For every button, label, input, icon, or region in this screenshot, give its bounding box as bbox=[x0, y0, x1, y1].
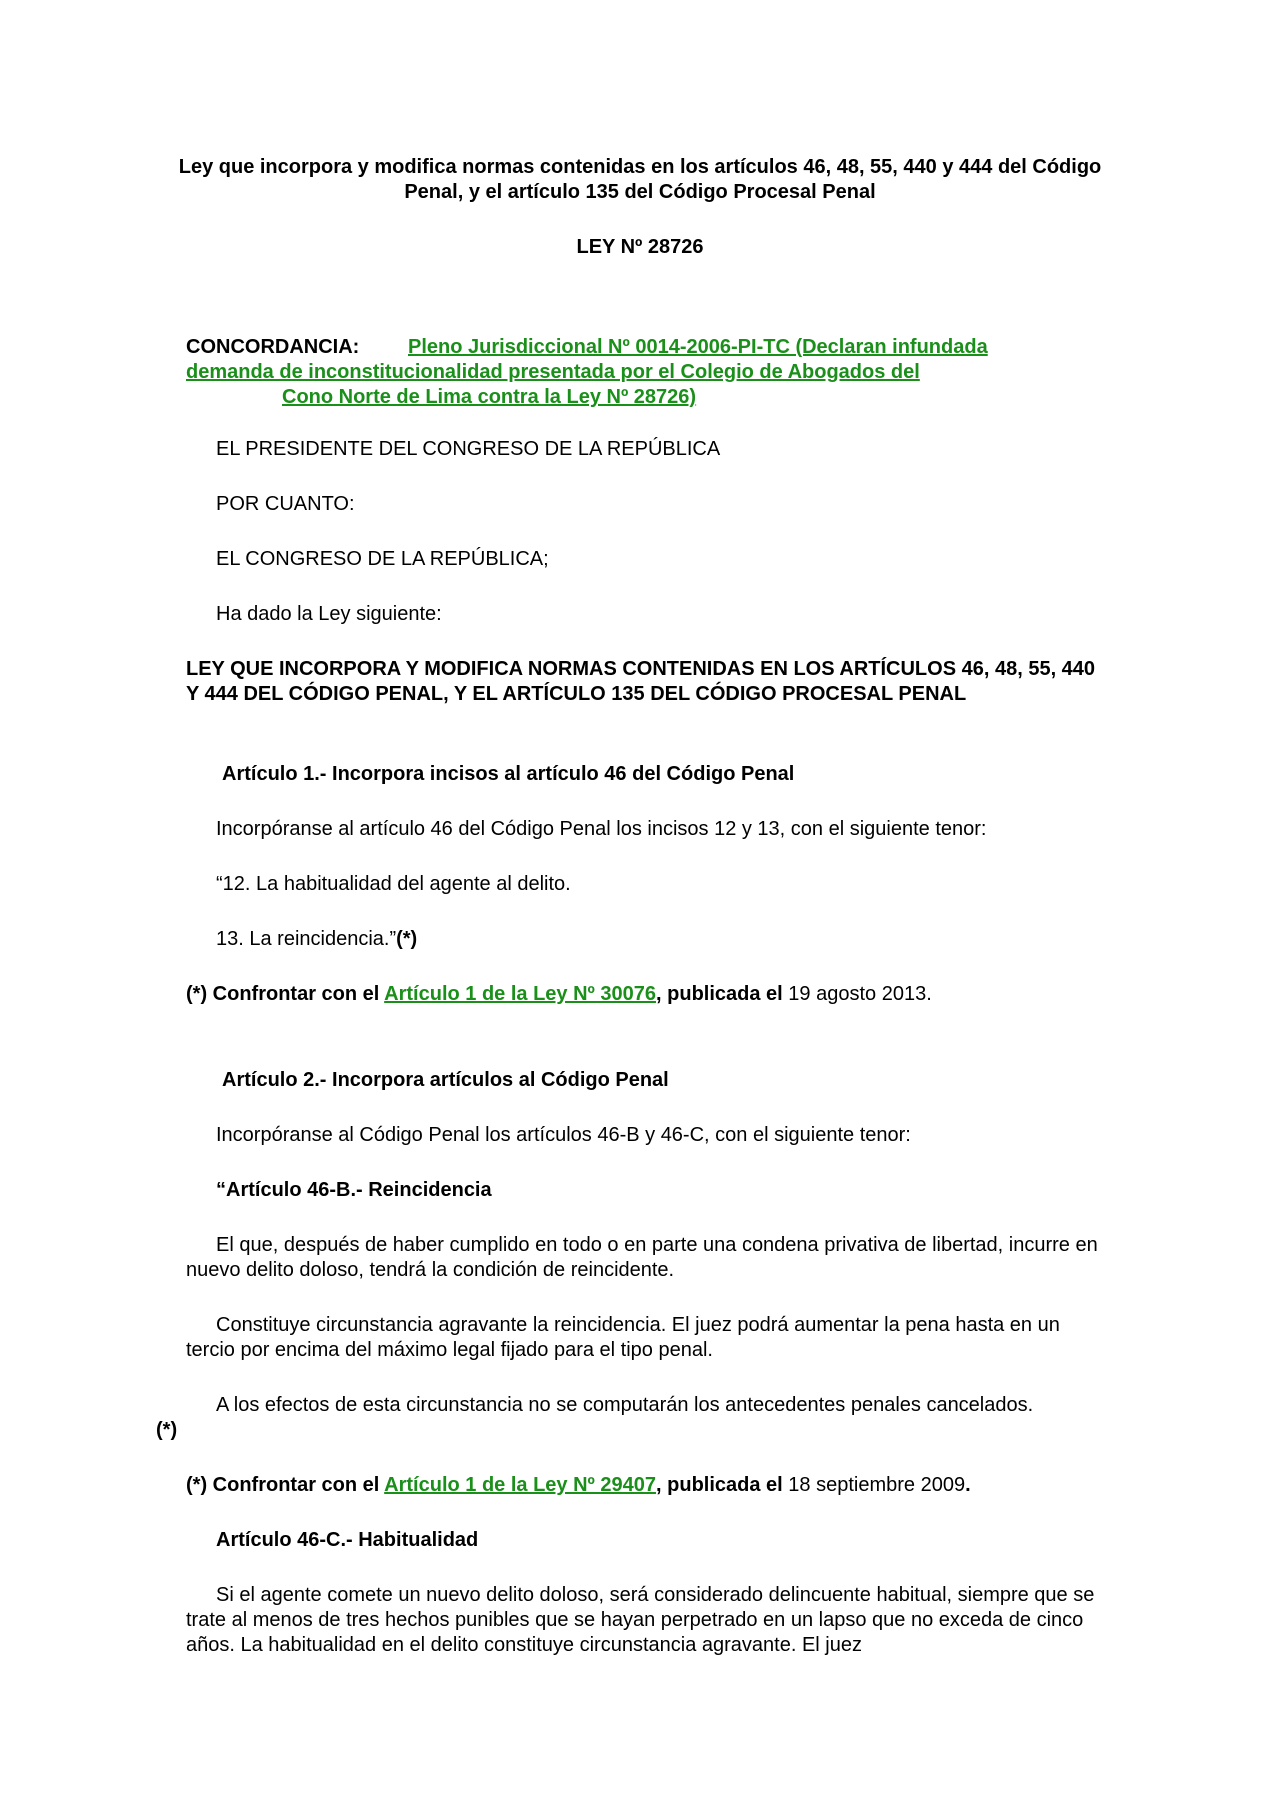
document-title: Ley que incorpora y modifica normas contenidas en los artículos 46, 48, 55, 440 y 444 del Código Penal, y el artículo 135 del Código Procesal Penal bbox=[178, 156, 1102, 203]
art1-intro: Incorpóranse al artículo 46 del Código Penal los incisos 12 y 13, con el siguiente tenor: bbox=[216, 818, 987, 840]
art1-heading: Artículo 1.- Incorpora incisos al artículo 46 del Código Penal bbox=[222, 763, 795, 785]
preamble-ha-dado: Ha dado la Ley siguiente: bbox=[216, 603, 442, 625]
art2-note-link[interactable]: Artículo 1 de la Ley Nº 29407 bbox=[384, 1474, 657, 1496]
concordancia bbox=[186, 335, 1086, 410]
art2-note: (*) Confrontar con el Artículo 1 de la Ley Nº 29407, publicada el 18 septiembre 2009. bbox=[186, 1474, 971, 1496]
footnote-marker: (*) bbox=[396, 928, 418, 950]
art1-note-link[interactable]: Artículo 1 de la Ley Nº 30076 bbox=[384, 983, 657, 1005]
art1-inciso-13: 13. La reincidencia.”(*) bbox=[216, 928, 418, 950]
preamble-president: EL PRESIDENTE DEL CONGRESO DE LA REPÚBLICA bbox=[216, 438, 721, 460]
art46b-paragraph-3: A los efectos de esta circunstancia no se computarán los antecedentes penales cancelados. (*) bbox=[156, 1394, 1034, 1441]
art1-note: (*) Confrontar con el Artículo 1 de la Ley Nº 30076, publicada el 19 agosto 2013. bbox=[186, 983, 932, 1005]
art1-inciso-12: “12. La habitualidad del agente al delito. bbox=[216, 873, 571, 895]
law-heading: LEY QUE INCORPORA Y MODIFICA NORMAS CONTENIDAS EN LOS ARTÍCULOS 46, 48, 55, 440 Y 444 DEL CÓDIGO PENAL, Y EL ARTÍCULO 135 DEL CÓDIGO PROCESAL PENAL bbox=[186, 658, 1096, 705]
art46c-heading: Artículo 46-C.- Habitualidad bbox=[216, 1529, 479, 1551]
concordancia-label: CONCORDANCIA: bbox=[186, 336, 360, 358]
art46b-paragraph-2: Constituye circunstancia agravante la reincidencia. El juez podrá aumentar la pena hasta en un tercio por encima del máximo legal fijado para el tipo penal. bbox=[186, 1314, 1060, 1361]
art2-heading: Artículo 2.- Incorpora artículos al Código Penal bbox=[222, 1069, 669, 1091]
art46b-paragraph-1: El que, después de haber cumplido en todo o en parte una condena privativa de libertad, incurre en nuevo delito doloso, tendrá la condición de reincidente. bbox=[186, 1234, 1098, 1281]
concordancia-link[interactable]: Pleno Jurisdiccional Nº 0014-2006-PI-TC (Declaran infundada demanda de inconstitucionalidad presentada por el Colegio de Abogados del Cono Norte de Lima contra la Ley Nº 28726) bbox=[186, 336, 988, 408]
preamble-congreso: EL CONGRESO DE LA REPÚBLICA; bbox=[216, 548, 549, 570]
art46b-heading: “Artículo 46-B.- Reincidencia bbox=[216, 1179, 492, 1201]
art46c-paragraph-1: Si el agente comete un nuevo delito doloso, será considerado delincuente habitual, siempre que se trate al menos de tres hechos punibles que se hayan perpetrado en un lapso que no exceda de cinco años. La habitualidad en el delito constituye circunstancia agravante. El juez bbox=[186, 1584, 1095, 1656]
art2-intro: Incorpóranse al Código Penal los artículos 46-B y 46-C, con el siguiente tenor: bbox=[216, 1124, 911, 1146]
preamble-por-cuanto: POR CUANTO: bbox=[216, 493, 355, 515]
law-number: LEY Nº 28726 bbox=[576, 236, 704, 258]
footnote-marker: (*) bbox=[156, 1419, 178, 1441]
